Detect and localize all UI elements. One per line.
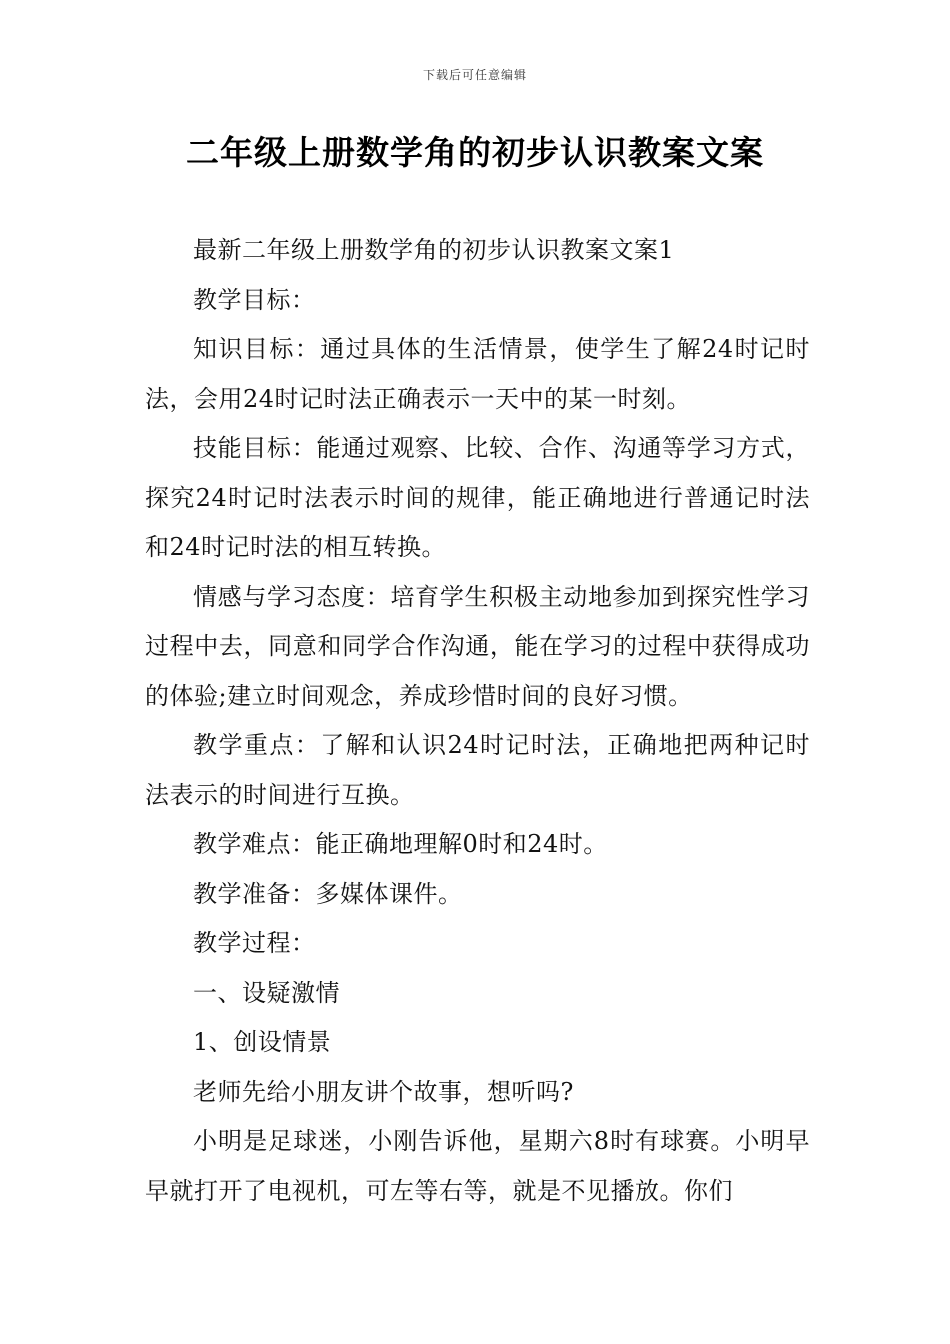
paragraph-preparation: 教学准备：多媒体课件。 — [193, 879, 463, 908]
paragraph-knowledge-objective: 知识目标：通过具体的生活情景，使学生了解24时记时法，会用24时记时法正确表示一天中的某一时刻。 — [145, 335, 810, 413]
paragraph-process-heading: 教学过程： — [193, 929, 316, 957]
paragraph-section-one: 一、设疑激情 — [193, 978, 340, 1007]
paragraph-objectives-heading: 教学目标： — [193, 285, 316, 314]
paragraph-story-intro: 老师先给小朋友讲个故事，想听吗? — [193, 1077, 574, 1106]
paragraph-story: 小明是足球迷，小刚告诉他，星期六8时有球赛。小明早早就打开了电视机，可左等右等，就是不见播放。你们 — [145, 1127, 810, 1205]
paragraph-subtitle: 最新二年级上册数学角的初步认识教案文案1 — [193, 236, 675, 264]
paragraph-difficult-points: 教学难点：能正确地理解0时和24时。 — [193, 830, 608, 858]
paragraph-emotion-objective: 情感与学习态度：培育学生积极主动地参加到探究性学习过程中去，同意和同学合作沟通，能在学习的过程中获得成功的体验;建立时间观念，养成珍惜时间的良好习惯。 — [145, 582, 810, 710]
document-title: 二年级上册数学角的初步认识教案文案 — [186, 133, 764, 172]
header-note: 下载后可任意编辑 — [422, 68, 527, 82]
document-body — [145, 226, 810, 1216]
paragraph-key-points: 教学重点：了解和认识24时记时法，正确地把两种记时法表示的时间进行互换。 — [145, 731, 810, 809]
paragraph-skill-objective: 技能目标：能通过观察、比较、合作、沟通等学习方式，探究24时记时法表示时间的规律，能正确地进行普通记时法和24时记时法的相互转换。 — [145, 434, 810, 561]
paragraph-step-one: 1、创设情景 — [193, 1028, 332, 1056]
